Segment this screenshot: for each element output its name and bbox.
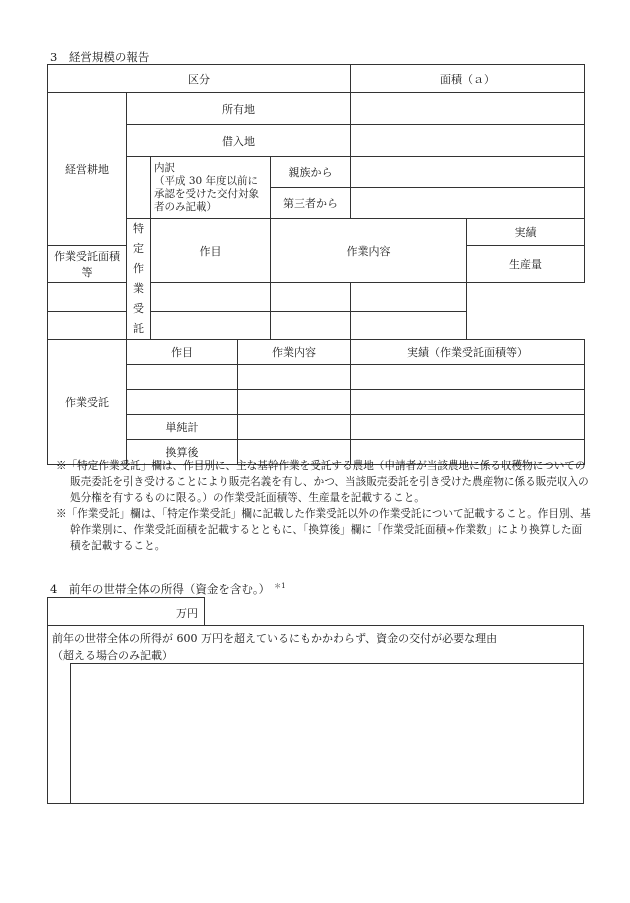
sagyo-sakumoku-cell[interactable] bbox=[127, 365, 238, 390]
sagyo-jisseki-cell[interactable] bbox=[351, 390, 585, 415]
tanjunkei-naiyo-cell[interactable] bbox=[238, 415, 351, 440]
shoyuchi-label: 所有地 bbox=[127, 93, 351, 125]
shoyuchi-area-field[interactable] bbox=[351, 93, 585, 125]
shinzoku-label: 親族から bbox=[271, 157, 351, 188]
header-kubun: 区分 bbox=[48, 65, 351, 93]
sagyo-naiyo-header: 作業内容 bbox=[238, 340, 351, 365]
tokutei-naiyo-cell[interactable] bbox=[151, 283, 271, 311]
reason-text-field[interactable] bbox=[70, 663, 583, 803]
shinzoku-area-field[interactable] bbox=[351, 157, 585, 188]
tokutei-label: 特定作業 受託 bbox=[127, 219, 151, 340]
kariirechi-label: 借入地 bbox=[127, 125, 351, 157]
tokutei-seisanryo-header: 生産量 bbox=[467, 246, 585, 283]
uchiwake-label: 内訳 （平成 30 年度以前に承認を受けた交付対象者のみ記載） bbox=[151, 157, 271, 219]
sagyo-jutaku-label: 作業受託 bbox=[48, 340, 127, 465]
footnote-mark: ＊1 bbox=[274, 582, 286, 590]
blank-indent bbox=[127, 157, 151, 188]
keiei-kochi-label: 経営耕地 bbox=[48, 93, 127, 246]
tokutei-menseki-cell[interactable] bbox=[271, 283, 351, 311]
tokutei-naiyo-header: 作業内容 bbox=[271, 219, 467, 283]
section4-title bbox=[50, 581, 286, 597]
kariirechi-area-field[interactable] bbox=[351, 125, 585, 157]
header-menseki: 面積（ａ） bbox=[351, 65, 585, 93]
section3-title: 3 経営規模の報告 bbox=[50, 50, 150, 64]
section4-title-text: 4 前年の世帯全体の所得（資金を含む。） bbox=[50, 582, 271, 596]
tokutei-menseki-cell[interactable] bbox=[271, 311, 351, 339]
tokutei-menseki-header: 作業受託面積等 bbox=[48, 246, 127, 283]
income-unit: 万円 bbox=[176, 607, 198, 620]
tanjunkei-label: 単純計 bbox=[127, 415, 238, 440]
daisansha-label: 第三者から bbox=[271, 188, 351, 219]
sagyo-jisseki-header: 実績（作業受託面積等） bbox=[351, 340, 585, 365]
reason-label-line2: （超える場合のみ記載） bbox=[52, 649, 173, 662]
kansango-label: 換算後 bbox=[127, 440, 238, 465]
sagyo-sakumoku-header: 作目 bbox=[127, 340, 238, 365]
note-tokutei: ※「特定作業受託」欄は、作目別に、主な基幹作業を受託する農地（申請者が当該農地に係る収穫物についての販売委託を引き受けることにより販売名義を有し、かつ、当該販売委託を引き受けた農産物に係る販売収入の処分権を有するものに限る。）の作業受託面積等、生産量を記載すること。 bbox=[56, 460, 589, 504]
sagyo-naiyo-cell[interactable] bbox=[238, 390, 351, 415]
tanjunkei-jisseki-cell[interactable] bbox=[351, 415, 585, 440]
tokutei-jisseki-header: 実績 bbox=[467, 219, 585, 246]
daisansha-area-field[interactable] bbox=[351, 188, 585, 219]
reason-label-line1: 前年の世帯全体の所得が 600 万円を超えているにもかかわらず、資金の交付が必要な理由 bbox=[52, 632, 498, 645]
note-sagyo: ※「作業受託」欄は、「特定作業受託」欄に記載した作業受託以外の作業受託について記載すること。作目別、基幹作業別に、作業受託面積を記載するとともに、「換算後」欄に「作業受託面積÷作業数」により換算した面積を記載すること。 bbox=[56, 508, 591, 552]
tokutei-seisanryo-cell[interactable] bbox=[351, 311, 467, 339]
reason-box bbox=[47, 625, 584, 804]
notes-block bbox=[56, 458, 592, 554]
management-scale-table bbox=[47, 64, 585, 465]
tokutei-naiyo-cell[interactable] bbox=[151, 311, 271, 339]
sagyo-sakumoku-cell[interactable] bbox=[127, 390, 238, 415]
tokutei-sakumoku-header: 作目 bbox=[151, 219, 271, 283]
blank-indent-2 bbox=[127, 188, 151, 219]
sagyo-naiyo-cell[interactable] bbox=[238, 365, 351, 390]
sagyo-jisseki-cell[interactable] bbox=[351, 365, 585, 390]
income-amount-field[interactable] bbox=[47, 597, 205, 626]
tokutei-seisanryo-cell[interactable] bbox=[351, 283, 467, 311]
